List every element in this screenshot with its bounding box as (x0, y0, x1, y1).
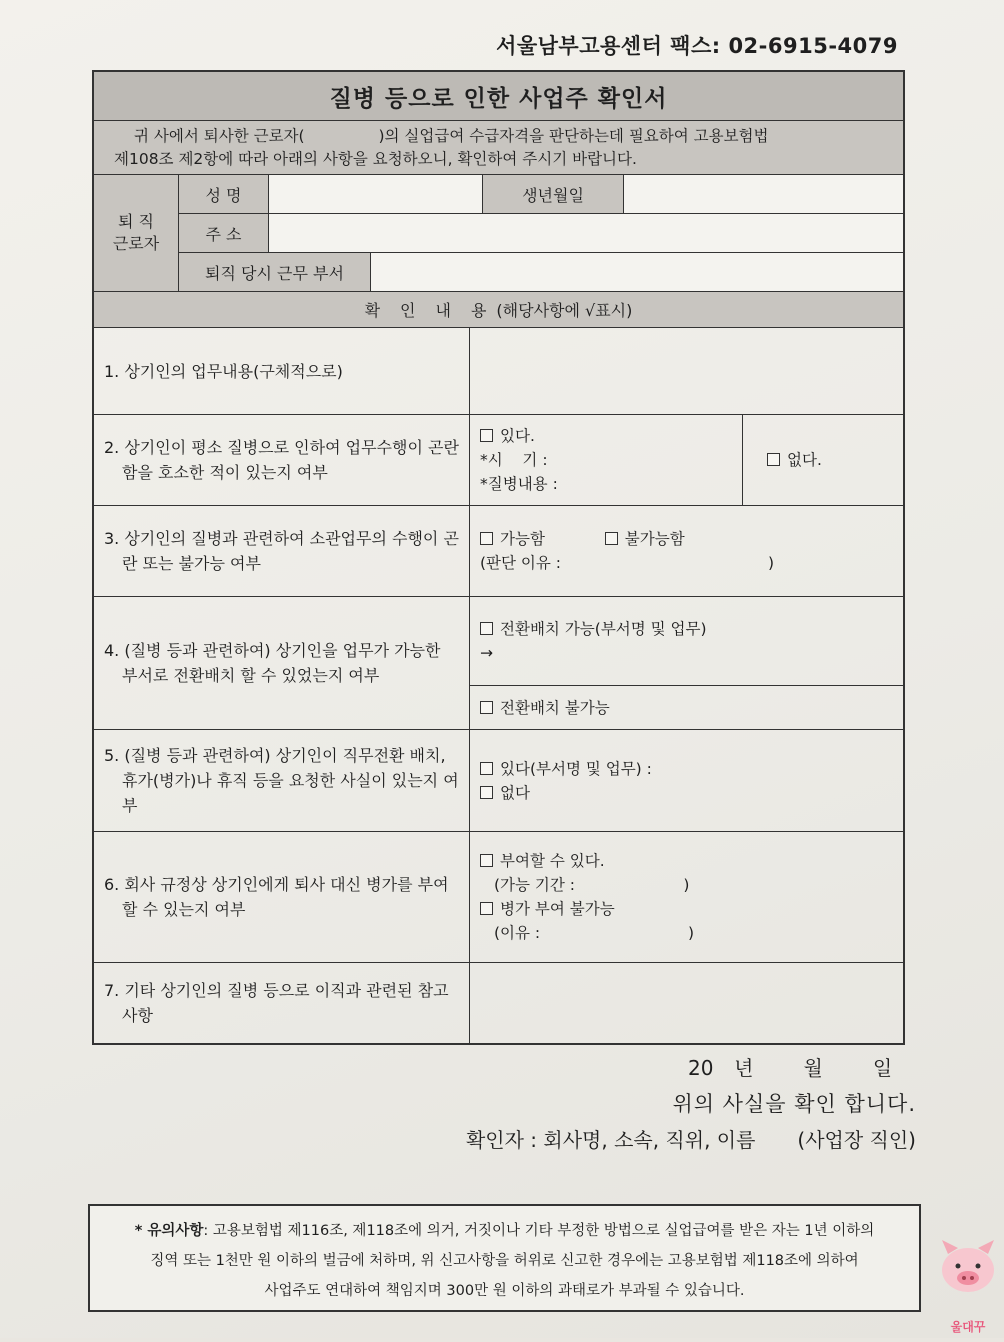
item-1-row (94, 328, 903, 415)
checkbox-q6-yes[interactable] (480, 854, 493, 867)
q2-time-label: *시 기 : (480, 451, 548, 469)
date-year: 20 년 (688, 1056, 754, 1080)
checkbox-q6-no[interactable] (480, 902, 493, 915)
side-label-1: 퇴 직 (118, 212, 154, 231)
name-label: 성 명 (179, 175, 269, 213)
item-2-row (94, 415, 903, 506)
item-6-question: 6. 회사 규정상 상기인에게 퇴사 대신 병가를 부여 할 수 있는지 여부 (104, 875, 449, 919)
q6-yes-label: 부여할 수 있다. (500, 852, 605, 870)
checkbox-q5-yes[interactable] (480, 762, 493, 775)
q2-yes-label: 있다. (500, 427, 535, 445)
form-intro (94, 121, 903, 175)
confirm-header (94, 292, 903, 328)
q3-impossible-label: 불가능함 (624, 530, 685, 548)
signer-line (466, 1124, 916, 1153)
intro-line-2: 제108조 제2항에 따라 아래의 사항을 요청하오니, 확인하여 주시기 바랍니다. (114, 150, 637, 168)
notice-label: * 유의사항 (134, 1223, 204, 1239)
item-7-row (94, 963, 903, 1043)
checkbox-q2-yes[interactable] (480, 429, 493, 442)
q6-period: (가능 기간 : ) (494, 876, 690, 894)
q4-arrow: → (480, 644, 493, 662)
q2-no-label: 없다. (787, 451, 822, 469)
seal-text: (사업장 직인) (797, 1128, 916, 1152)
confirm-header-main: 확인내용 (364, 301, 507, 320)
item-3-question: 3. 상기인의 질병과 관련하여 소관업무의 수행이 곤란 또는 불가능 여부 (104, 529, 459, 573)
item-7-question: 7. 기타 상기인의 질병 등으로 이직과 관련된 참고사항 (104, 981, 449, 1025)
item-2-question: 2. 상기인이 평소 질병으로 인하여 업무수행이 곤란함을 호소한 적이 있는지 여부 (104, 438, 459, 482)
q6-reason: (이유 : ) (494, 924, 694, 942)
confirm-header-note: (해당사항에 √표시) (496, 301, 633, 320)
q5-no-label: 없다 (500, 783, 530, 802)
item-5-row (94, 730, 903, 832)
birth-label: 생년월일 (483, 175, 624, 213)
checkbox-q4-impossible[interactable] (480, 701, 493, 714)
item-7-answer[interactable] (470, 963, 903, 1043)
notice-line-2: 징역 또는 1천만 원 이하의 벌금에 처하며, 위 신고사항을 허위로 신고한 경우에는 고용보험법 제118조에 의하여 (150, 1253, 859, 1269)
worker-side-label (94, 175, 179, 291)
date-line (688, 1052, 892, 1081)
item-4-row (94, 597, 903, 730)
signer-text: 확인자 : 회사명, 소속, 직위, 이름 (465, 1128, 756, 1152)
fax-line: 서울남부고용센터 팩스: 02-6915-4079 (496, 34, 898, 58)
notice-line-1: : 고용보험법 제116조, 제118조에 의거, 거짓이나 기타 부정한 방법으로 실업급여를 받은 자는 1년 이하의 (203, 1223, 875, 1239)
form-title: 질병 등으로 인한 사업주 확인서 (94, 72, 903, 121)
watermark-text: 울대꾸 (950, 1320, 986, 1334)
birth-field[interactable] (624, 175, 903, 213)
item-3-row (94, 506, 903, 597)
confirmation-form (92, 70, 905, 1045)
item-4-question: 4. (질병 등과 관련하여) 상기인을 업무가 가능한 부서로 전환배치 할 수 있었는지 여부 (104, 641, 441, 685)
department-field[interactable] (371, 253, 903, 291)
q6-no-label: 병가 부여 불가능 (500, 900, 615, 918)
q3-possible-label: 가능함 (500, 530, 545, 548)
address-label: 주 소 (179, 214, 269, 252)
address-row (179, 214, 903, 253)
date-month: 월 (803, 1056, 823, 1080)
department-label: 퇴직 당시 근무 부서 (179, 253, 371, 291)
checkbox-q5-no[interactable] (480, 786, 493, 799)
name-row (179, 175, 903, 214)
item-1-answer[interactable] (470, 328, 903, 414)
q3-reason: (판단 이유 : ) (480, 554, 774, 572)
item-5-question: 5. (질병 등과 관련하여) 상기인이 직무전환 배치, 휴가(병가)나 휴직 등을 요청한 사실이 있는지 여부 (104, 746, 459, 815)
checkbox-q3-impossible[interactable] (605, 532, 618, 545)
address-field[interactable] (269, 214, 903, 252)
q4-impossible-label: 전환배치 불가능 (500, 698, 610, 717)
q2-disease-label: *질병내용 : (480, 475, 558, 493)
pig-watermark (936, 1238, 1000, 1338)
name-field[interactable] (269, 175, 483, 213)
item-1-question: 1. 상기인의 업무내용(구체적으로) (104, 361, 343, 381)
item-6-row (94, 832, 903, 963)
department-row (179, 253, 903, 291)
side-label-2: 근로자 (112, 234, 160, 253)
intro-line-1: 귀 사에서 퇴사한 근로자( )의 실업급여 수급자격을 판단하는데 필요하여 고용보험법 (134, 127, 769, 145)
notice-box (88, 1204, 921, 1312)
worker-info-section (94, 175, 903, 292)
notice-line-3: 사업주도 연대하여 책임지며 300만 원 이하의 과태로가 부과될 수 있습니다. (264, 1283, 745, 1299)
date-day: 일 (872, 1056, 893, 1080)
q5-yes-label: 있다(부서명 및 업무) : (500, 759, 652, 778)
checkbox-q2-no[interactable] (767, 453, 780, 466)
q4-possible-label: 전환배치 가능(부서명 및 업무) (500, 620, 707, 638)
confirm-statement: 위의 사실을 확인 합니다. (672, 1092, 916, 1116)
checkbox-q4-possible[interactable] (480, 622, 493, 635)
checkbox-q3-possible[interactable] (480, 532, 493, 545)
